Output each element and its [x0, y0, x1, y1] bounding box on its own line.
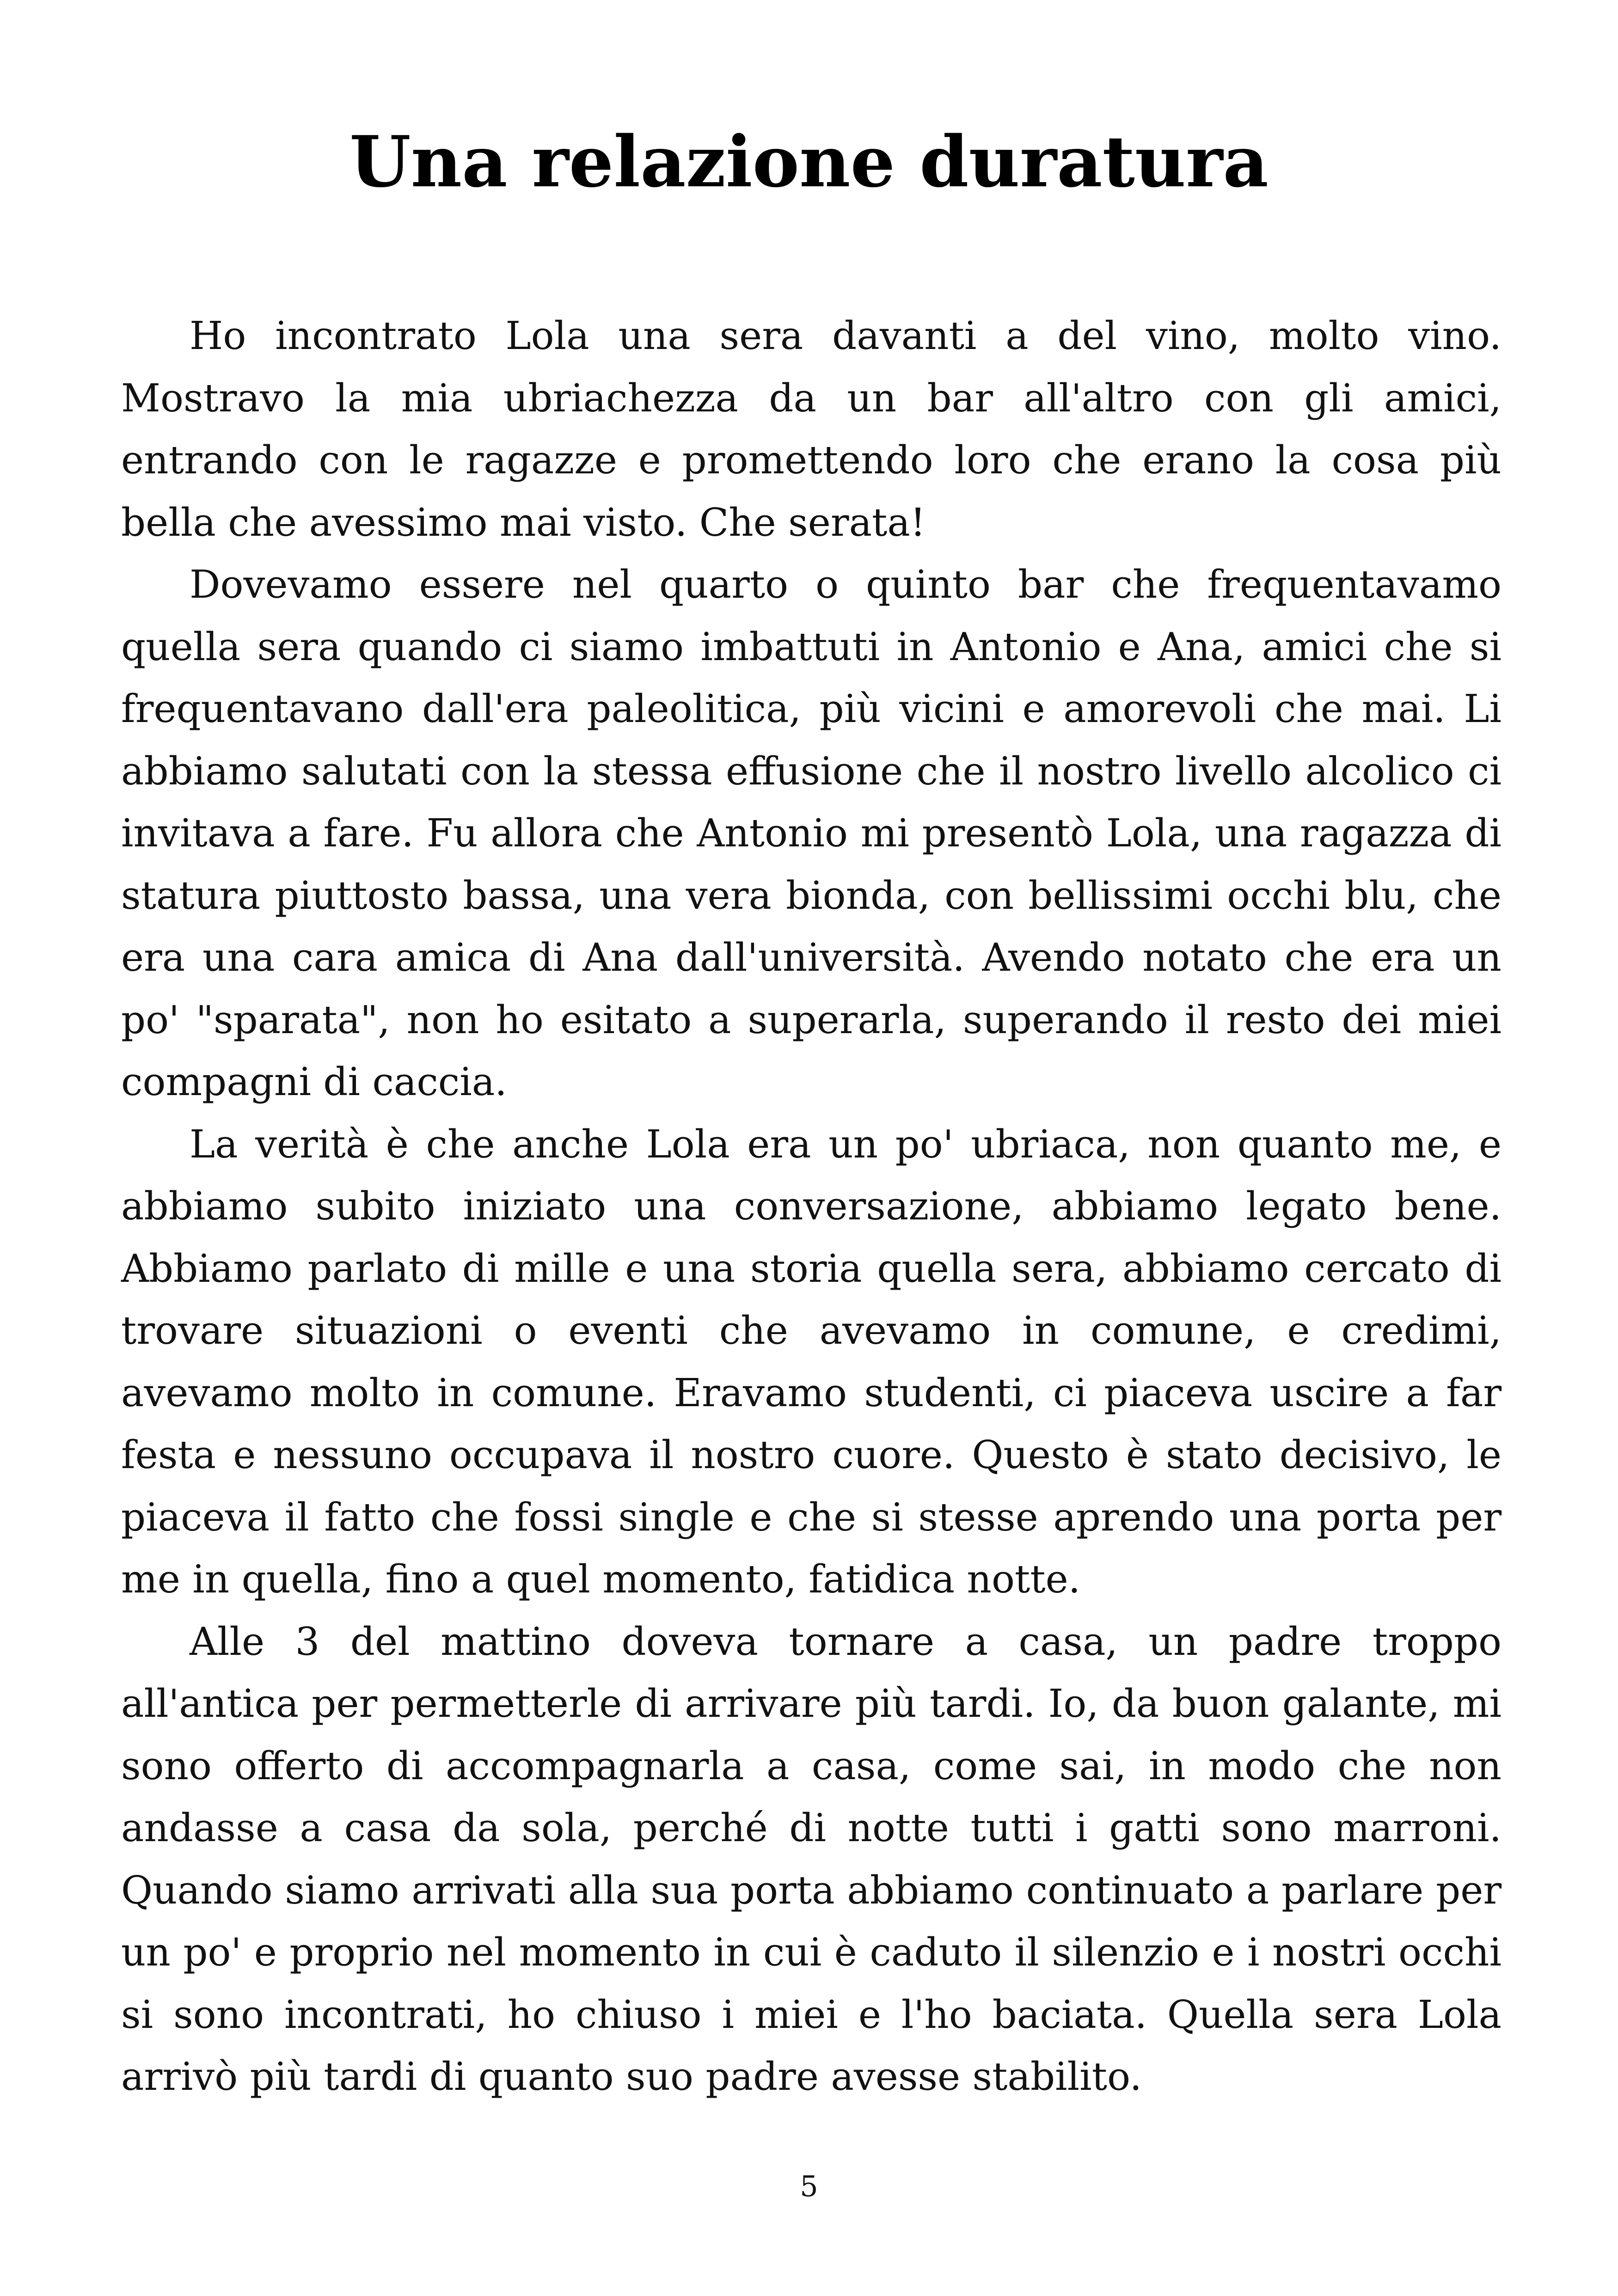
paragraph-4: Alle 3 del mattino doveva tornare a casa, un padre troppo all'antica per permetterle di arrivare più tardi. Io, da buon galante, mi sono offerto di accompagnarla a casa, come sai, in modo che non andasse a casa da sola, perché di notte tutti i gatti sono marroni. Quando siamo arrivati alla sua porta abbiamo continuato a parlare per un po' e proprio nel momento in cui è caduto il silenzio e i nostri occhi si sono incontrati, ho chiuso i miei e l'ho baciata. Quella sera Lola arrivò più tardi di quanto suo padre avesse stabilito. [121, 1619, 1502, 2099]
paragraph-3: La verità è che anche Lola era un po' ubriaca, non quanto me, e abbiamo subito iniziato una conversazione, abbiamo legato bene. Abbiamo parlato di mille e una storia quella sera, abbiamo cercato di trovare situazioni o eventi che avevamo in comune, e credimi, avevamo molto in comune. Eravamo studenti, ci piaceva uscire a far festa e nessuno occupava il nostro cuore. Questo è stato decisivo, le piaceva il fatto che fossi single e che si stesse aprendo una porta per me in quella, fino a quel momento, fatidica notte. [121, 1121, 1502, 1602]
body-text [121, 305, 1502, 2108]
paragraph-2: Dovevamo essere nel quarto o quinto bar che frequentavamo quella sera quando ci siamo imbattuti in Antonio e Ana, amici che si frequentavano dall'era paleolitica, più vicini e amorevoli che mai. Li abbiamo salutati con la stessa effusione che il nostro livello alcolico ci invitava a fare. Fu allora che Antonio mi presentò Lola, una ragazza di statura piuttosto bassa, una vera bionda, con bellissimi occhi blu, che era una cara amica di Ana dall'università. Avendo notato che era un po' "sparata", non ho esitato a superarla, superando il resto dei miei compagni di caccia. [121, 562, 1502, 1104]
page-title: Una relazione duratura [349, 120, 1269, 203]
paragraph-1: Ho incontrato Lola una sera davanti a del vino, molto vino. Mostravo la mia ubriachezza da un bar all'altro con gli amici, entrando con le ragazze e promettendo loro che erano la cosa più bella che avessimo mai visto. Che serata! [121, 313, 1502, 545]
page-number: 5 [800, 2169, 818, 2203]
